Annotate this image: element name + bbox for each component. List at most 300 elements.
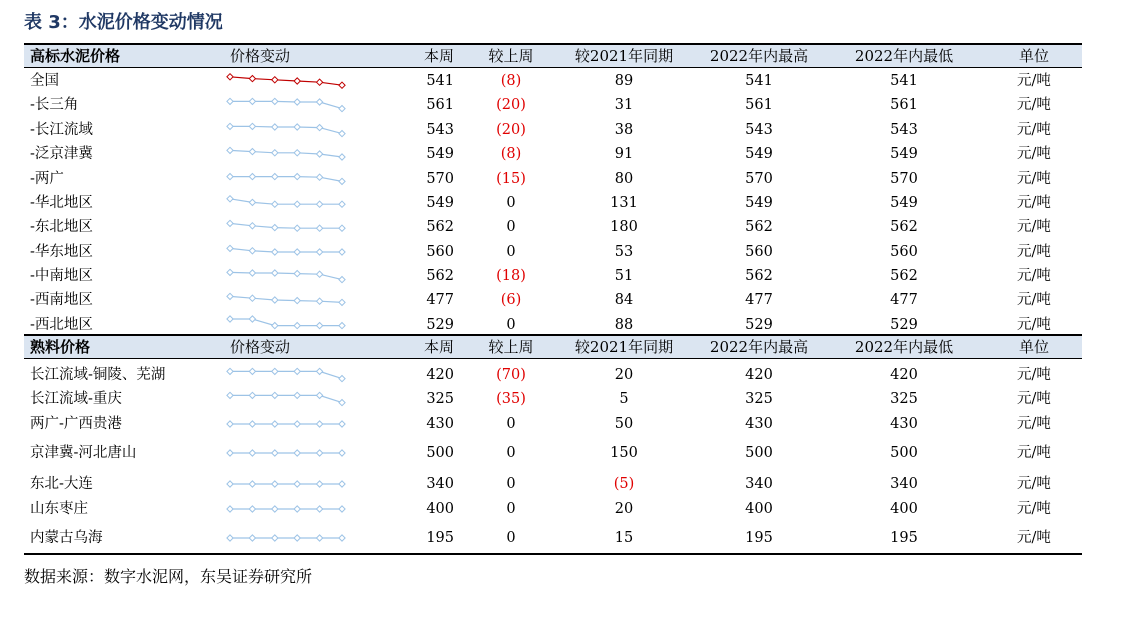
row-label: 两广-广西贵港 [30,416,122,432]
cell-min: 420 [890,367,918,383]
cell-unit: 元/吨 [1017,367,1051,383]
cell-current: 529 [426,317,454,333]
cell-change: (20) [496,97,526,113]
sparkline-point [249,392,255,398]
cell-current: 549 [426,195,454,211]
sparkline-point [227,269,233,275]
sparkline-point [272,224,278,230]
sparkline-point [227,74,233,80]
row-label: -长三角 [30,97,79,113]
cell-unit: 元/吨 [1017,501,1051,517]
cell-max: 561 [745,97,773,113]
cell-unit: 元/吨 [1017,416,1051,432]
column-header-current: 本周 [423,47,454,65]
cell-min: 543 [890,122,918,138]
cell-change: 0 [506,530,516,546]
cell-current: 500 [426,445,454,461]
sparkline-point [249,535,255,541]
table-row [24,497,1082,521]
sparkline-point [249,316,255,322]
cell-max: 325 [745,391,773,407]
cell-change: 0 [506,445,516,461]
cell-min: 500 [890,445,918,461]
sparkline-point [339,481,345,487]
cell-change: 0 [506,416,516,432]
sparkline-point [272,392,278,398]
price-trend-sparkline [226,414,348,434]
cell-max: 560 [745,244,773,260]
cell-min: 325 [890,391,918,407]
cell-current: 543 [426,122,454,138]
sparkline-point [294,297,300,303]
cell-max: 549 [745,146,773,162]
sparkline-point [272,450,278,456]
column-header-trend: 价格变动 [230,338,291,356]
cell-current: 560 [426,244,454,260]
cell-max: 541 [745,73,773,89]
table-title: 表 3：水泥价格变动情况 [24,12,223,33]
cell-yoy: 131 [610,195,638,211]
price-trend-sparkline [226,499,348,519]
sparkline-point [316,450,322,456]
sparkline-point [339,375,345,381]
sparkline-line [230,371,342,378]
sparkline-line [230,248,342,252]
sparkline-point [294,225,300,231]
price-trend-sparkline [226,315,348,335]
cell-min: 430 [890,416,918,432]
cell-min: 560 [890,244,918,260]
table-row [24,240,1082,264]
sparkline-point [316,368,322,374]
row-label: -两广 [30,171,64,187]
sparkline-point [227,245,233,251]
table-row [24,167,1082,191]
sparkline-point [294,201,300,207]
cell-current: 541 [426,73,454,89]
sparkline-line [230,395,342,402]
sparkline-point [249,123,255,129]
sparkline-point [227,293,233,299]
cell-min: 195 [890,530,918,546]
price-trend-sparkline [226,290,348,310]
sparkline-point [316,298,322,304]
section-title: 高标水泥价格 [30,47,121,65]
column-header-yoy: 较2021年同期 [574,338,674,356]
sparkline-point [316,506,322,512]
column-header-max: 2022年内最高 [709,47,809,65]
cell-yoy: 20 [614,367,634,383]
cell-unit: 元/吨 [1017,171,1051,187]
cell-min: 340 [890,476,918,492]
sparkline-line [230,319,342,326]
sparkline-point [272,124,278,130]
sparkline-point [227,481,233,487]
cell-yoy: 20 [614,501,634,517]
cell-current: 562 [426,268,454,284]
sparkline-point [294,150,300,156]
cell-unit: 元/吨 [1017,219,1051,235]
sparkline-point [272,98,278,104]
sparkline-point [294,249,300,255]
table-row [24,387,1082,411]
sparkline-point [227,123,233,129]
sparkline-point [339,450,345,456]
sparkline-point [294,124,300,130]
cell-yoy: (5) [613,476,635,492]
sparkline-point [316,481,322,487]
table-row [24,264,1082,288]
table-row [24,142,1082,166]
cell-min: 549 [890,146,918,162]
sparkline-point [294,173,300,179]
section-header [24,45,1082,67]
cell-min: 562 [890,219,918,235]
cell-yoy: 38 [614,122,634,138]
cell-yoy: 84 [614,292,634,308]
sparkline-point [294,368,300,374]
table-row [24,69,1082,93]
sparkline-point [339,276,345,282]
cell-current: 570 [426,171,454,187]
cell-yoy: 89 [614,73,634,89]
cell-current: 340 [426,476,454,492]
cell-change: (35) [496,391,526,407]
cell-unit: 元/吨 [1017,317,1051,333]
row-label: -长江流域 [30,122,93,138]
cell-yoy: 91 [614,146,634,162]
cell-yoy: 51 [614,268,634,284]
sparkline-point [272,506,278,512]
sparkline-point [272,481,278,487]
table-row [24,472,1082,496]
cell-min: 477 [890,292,918,308]
sparkline-point [339,249,345,255]
table-row [24,441,1082,465]
price-trend-sparkline [226,242,348,262]
cell-change: (20) [496,122,526,138]
sparkline-point [316,392,322,398]
sparkline-point [316,151,322,157]
table-row [24,412,1082,436]
sparkline-point [272,150,278,156]
row-label: 京津冀-河北唐山 [30,445,137,461]
sparkline-point [339,506,345,512]
cell-change: 0 [506,501,516,517]
cell-unit: 元/吨 [1017,73,1051,89]
sparkline-point [227,147,233,153]
sparkline-point [316,99,322,105]
sparkline-point [227,392,233,398]
cell-current: 430 [426,416,454,432]
sparkline-point [227,368,233,374]
cell-unit: 元/吨 [1017,445,1051,461]
sparkline-point [339,299,345,305]
row-label: 全国 [30,73,59,89]
cell-change: 0 [506,476,516,492]
cell-yoy: 80 [614,171,634,187]
sparkline-point [249,421,255,427]
sparkline-line [230,126,342,133]
sparkline-point [339,421,345,427]
cell-unit: 元/吨 [1017,195,1051,211]
cell-change: 0 [506,317,516,333]
sparkline-point [294,506,300,512]
sparkline-point [249,248,255,254]
row-label: -华东地区 [30,244,93,260]
sparkline-point [339,130,345,136]
cell-unit: 元/吨 [1017,146,1051,162]
cell-current: 420 [426,367,454,383]
cell-change: (15) [496,171,526,187]
sparkline-line [230,296,342,302]
column-header-min: 2022年内最低 [854,338,954,356]
cell-min: 529 [890,317,918,333]
sparkline-point [272,201,278,207]
cell-yoy: 50 [614,416,634,432]
row-label: -东北地区 [30,219,93,235]
price-trend-sparkline [226,474,348,494]
cell-unit: 元/吨 [1017,391,1051,407]
sparkline-point [272,77,278,83]
cell-yoy: 5 [619,391,629,407]
cell-yoy: 31 [614,97,634,113]
sparkline-point [249,450,255,456]
table-row [24,93,1082,117]
sparkline-point [249,295,255,301]
sparkline-point [294,481,300,487]
sparkline-point [227,506,233,512]
sparkline-point [227,421,233,427]
sparkline-point [249,173,255,179]
column-header-change: 较上周 [488,338,534,356]
sparkline-point [294,270,300,276]
sparkline-point [316,535,322,541]
cell-current: 195 [426,530,454,546]
section-title: 熟料价格 [30,338,91,356]
cell-max: 562 [745,219,773,235]
row-label: -泛京津冀 [30,146,93,162]
cell-current: 477 [426,292,454,308]
cell-max: 195 [745,530,773,546]
sparkline-point [227,535,233,541]
column-header-min: 2022年内最低 [854,47,954,65]
sparkline-line [230,177,342,182]
row-label: 长江流域-重庆 [30,391,122,407]
cell-yoy: 180 [610,219,638,235]
sparkline-point [227,173,233,179]
cell-change: (18) [496,268,526,284]
sparkline-point [249,270,255,276]
sparkline-line [230,199,342,204]
sparkline-point [272,249,278,255]
row-label: 长江流域-铜陵、芜湖 [30,367,166,383]
row-label: 山东枣庄 [30,501,88,517]
sparkline-point [316,201,322,207]
sparkline-point [316,249,322,255]
column-header-max: 2022年内最高 [709,338,809,356]
row-label: -中南地区 [30,268,93,284]
cell-change: 0 [506,244,516,260]
cell-max: 543 [745,122,773,138]
table-row [24,118,1082,142]
row-label: -西南地区 [30,292,93,308]
sparkline-point [294,78,300,84]
sparkline-point [249,98,255,104]
sparkline-point [227,220,233,226]
cell-max: 549 [745,195,773,211]
cell-max: 420 [745,367,773,383]
cell-yoy: 15 [614,530,634,546]
sparkline-point [249,223,255,229]
sparkline-point [316,79,322,85]
cell-current: 325 [426,391,454,407]
cell-yoy: 53 [614,244,634,260]
source-note: 数据来源：数字水泥网，东吴证券研究所 [24,567,313,586]
sparkline-point [249,199,255,205]
row-label: 内蒙古乌海 [30,530,103,546]
cell-current: 400 [426,501,454,517]
cell-unit: 元/吨 [1017,530,1051,546]
sparkline-point [316,421,322,427]
sparkline-point [339,399,345,405]
row-label: 东北-大连 [30,476,93,492]
table-row [24,288,1082,312]
price-trend-sparkline [226,389,348,409]
sparkline-point [249,506,255,512]
sparkline-line [230,77,342,85]
cell-max: 500 [745,445,773,461]
sparkline-point [316,174,322,180]
row-label: -华北地区 [30,195,93,211]
cell-change: (8) [500,73,522,89]
price-trend-sparkline [226,443,348,463]
price-trend-sparkline [226,217,348,237]
cell-yoy: 150 [610,445,638,461]
sparkline-point [272,368,278,374]
sparkline-point [339,535,345,541]
cell-unit: 元/吨 [1017,292,1051,308]
sparkline-line [230,101,342,108]
sparkline-point [294,450,300,456]
price-trend-sparkline [226,193,348,213]
cell-unit: 元/吨 [1017,244,1051,260]
cell-max: 477 [745,292,773,308]
sparkline-point [339,201,345,207]
sparkline-point [227,98,233,104]
sparkline-point [249,481,255,487]
sparkline-line [230,150,342,157]
cell-min: 549 [890,195,918,211]
cell-change: 0 [506,219,516,235]
table-row [24,363,1082,387]
sparkline-point [294,322,300,328]
sparkline-point [316,124,322,130]
sparkline-point [316,322,322,328]
column-header-unit: 单位 [1018,338,1049,356]
sparkline-point [249,75,255,81]
cell-min: 562 [890,268,918,284]
column-header-current: 本周 [423,338,454,356]
sparkline-line [230,272,342,279]
section-header [24,336,1082,358]
sparkline-point [227,450,233,456]
cell-change: 0 [506,195,516,211]
cell-current: 562 [426,219,454,235]
sparkline-point [339,225,345,231]
cell-min: 561 [890,97,918,113]
sparkline-point [339,105,345,111]
cell-unit: 元/吨 [1017,97,1051,113]
sparkline-point [294,392,300,398]
cell-max: 529 [745,317,773,333]
price-trend-sparkline [226,266,348,286]
sparkline-point [294,99,300,105]
sparkline-point [249,368,255,374]
sparkline-point [272,297,278,303]
cell-yoy: 88 [614,317,634,333]
sparkline-point [249,148,255,154]
column-header-unit: 单位 [1018,47,1049,65]
header-rule [24,358,1082,359]
price-trend-sparkline [226,144,348,164]
column-header-trend: 价格变动 [230,47,291,65]
sparkline-point [272,270,278,276]
cell-change: (70) [496,367,526,383]
sparkline-line [230,223,342,228]
sparkline-point [272,535,278,541]
table-row [24,191,1082,215]
cell-max: 400 [745,501,773,517]
sparkline-point [272,173,278,179]
sparkline-point [272,421,278,427]
sparkline-point [227,316,233,322]
cell-change: (8) [500,146,522,162]
cell-min: 570 [890,171,918,187]
sparkline-point [339,82,345,88]
cell-max: 340 [745,476,773,492]
price-trend-sparkline [226,365,348,385]
column-header-change: 较上周 [488,47,534,65]
cell-max: 430 [745,416,773,432]
sparkline-point [339,178,345,184]
cell-current: 549 [426,146,454,162]
sparkline-point [316,225,322,231]
column-header-yoy: 较2021年同期 [574,47,674,65]
sparkline-point [294,421,300,427]
sparkline-point [294,535,300,541]
sparkline-point [227,196,233,202]
sparkline-point [339,154,345,160]
cell-unit: 元/吨 [1017,476,1051,492]
row-label: -西北地区 [30,317,93,333]
bottom-rule [24,553,1082,555]
price-trend-sparkline [226,95,348,115]
cell-change: (6) [500,292,522,308]
sparkline-point [272,322,278,328]
cell-max: 562 [745,268,773,284]
cell-current: 561 [426,97,454,113]
cell-min: 400 [890,501,918,517]
price-trend-sparkline [226,528,348,548]
cell-min: 541 [890,73,918,89]
cell-max: 570 [745,171,773,187]
sparkline-point [316,271,322,277]
price-trend-sparkline [226,71,348,91]
price-trend-sparkline [226,120,348,140]
header-rule [24,67,1082,68]
table-row [24,526,1082,550]
